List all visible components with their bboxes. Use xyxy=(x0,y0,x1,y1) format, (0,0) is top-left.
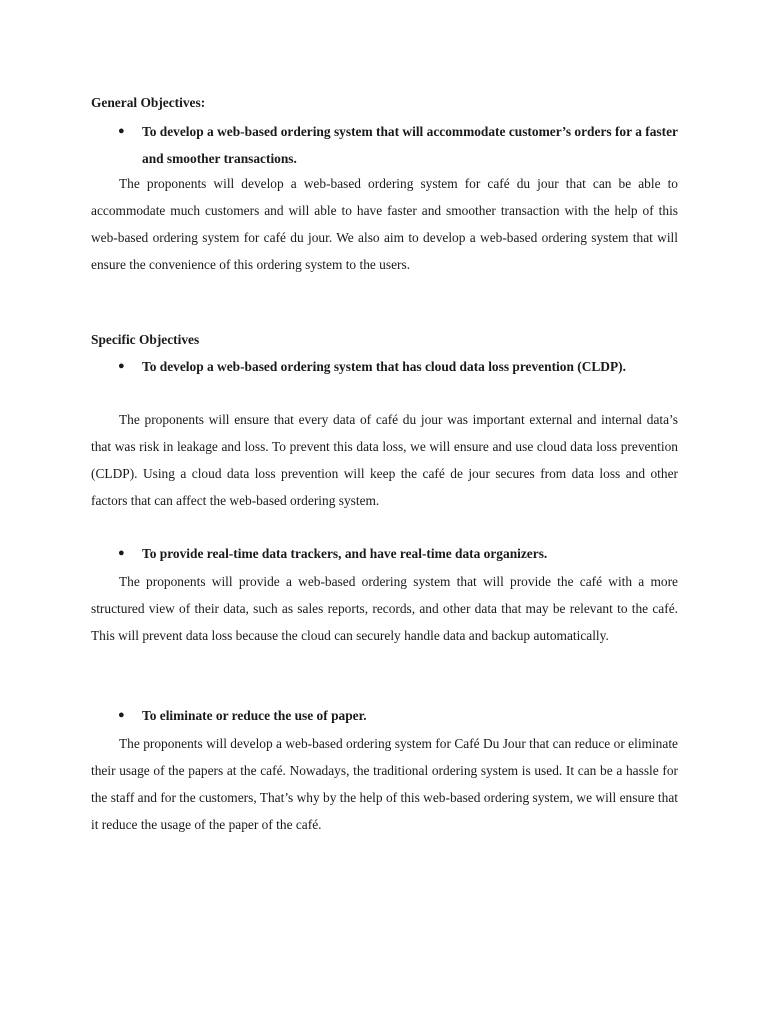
specific-objective-bullet xyxy=(118,540,678,567)
bullet-icon: ● xyxy=(118,360,125,372)
bullet-text: To provide real-time data trackers, and have real-time data organizers. xyxy=(142,546,548,561)
bullet-text: To develop a web-based ordering system that has cloud data loss prevention (CLDP). xyxy=(142,359,626,374)
specific-objective-bullet xyxy=(118,353,678,407)
specific-objective-bullet xyxy=(118,702,678,729)
bullet-icon: ● xyxy=(118,709,125,721)
specific-objectives-heading: Specific Objectives xyxy=(91,332,200,347)
specific-objective-paragraph: The proponents will provide a web-based ordering system that will provide the café with a more structured view of their data, such as sales reports, records, and other data that may be relevant to the café. This will prevent data loss because the cloud can securely handle data and backup automatically. xyxy=(91,574,678,643)
bullet-text: To eliminate or reduce the use of paper. xyxy=(142,708,367,723)
specific-objective-paragraph: The proponents will ensure that every data of café du jour was important external and internal data’s that was risk in leakage and loss. To prevent this data loss, we will ensure and use cloud data loss prevention (CLDP). Using a cloud data loss prevention will keep the café de jour secures from data loss and other factors that can affect the web-based ordering system. xyxy=(91,412,678,508)
bullet-text: To develop a web-based ordering system that will accommodate customer’s orders for a faster and smoother transactions. xyxy=(142,124,678,166)
general-objectives-heading: General Objectives: xyxy=(91,95,206,110)
bullet-icon: ● xyxy=(118,125,125,137)
specific-objective-paragraph: The proponents will develop a web-based ordering system for Café Du Jour that can reduce or eliminate their usage of the papers at the café. Nowadays, the traditional ordering system is used. It can be a hassle for the staff and for the customers, That’s why by the help of this web-based ordering system, we will ensure that it reduce the usage of the paper of the café. xyxy=(91,736,678,832)
general-objective-paragraph: The proponents will develop a web-based ordering system for café du jour that can be able to accommodate much customers and will able to have faster and smoother transaction with the help of this web-based ordering system for café du jour. We also aim to develop a web-based ordering system that will ensure the convenience of this ordering system to the users. xyxy=(91,176,678,272)
bullet-icon: ● xyxy=(118,547,125,559)
general-objective-bullet xyxy=(118,118,678,172)
